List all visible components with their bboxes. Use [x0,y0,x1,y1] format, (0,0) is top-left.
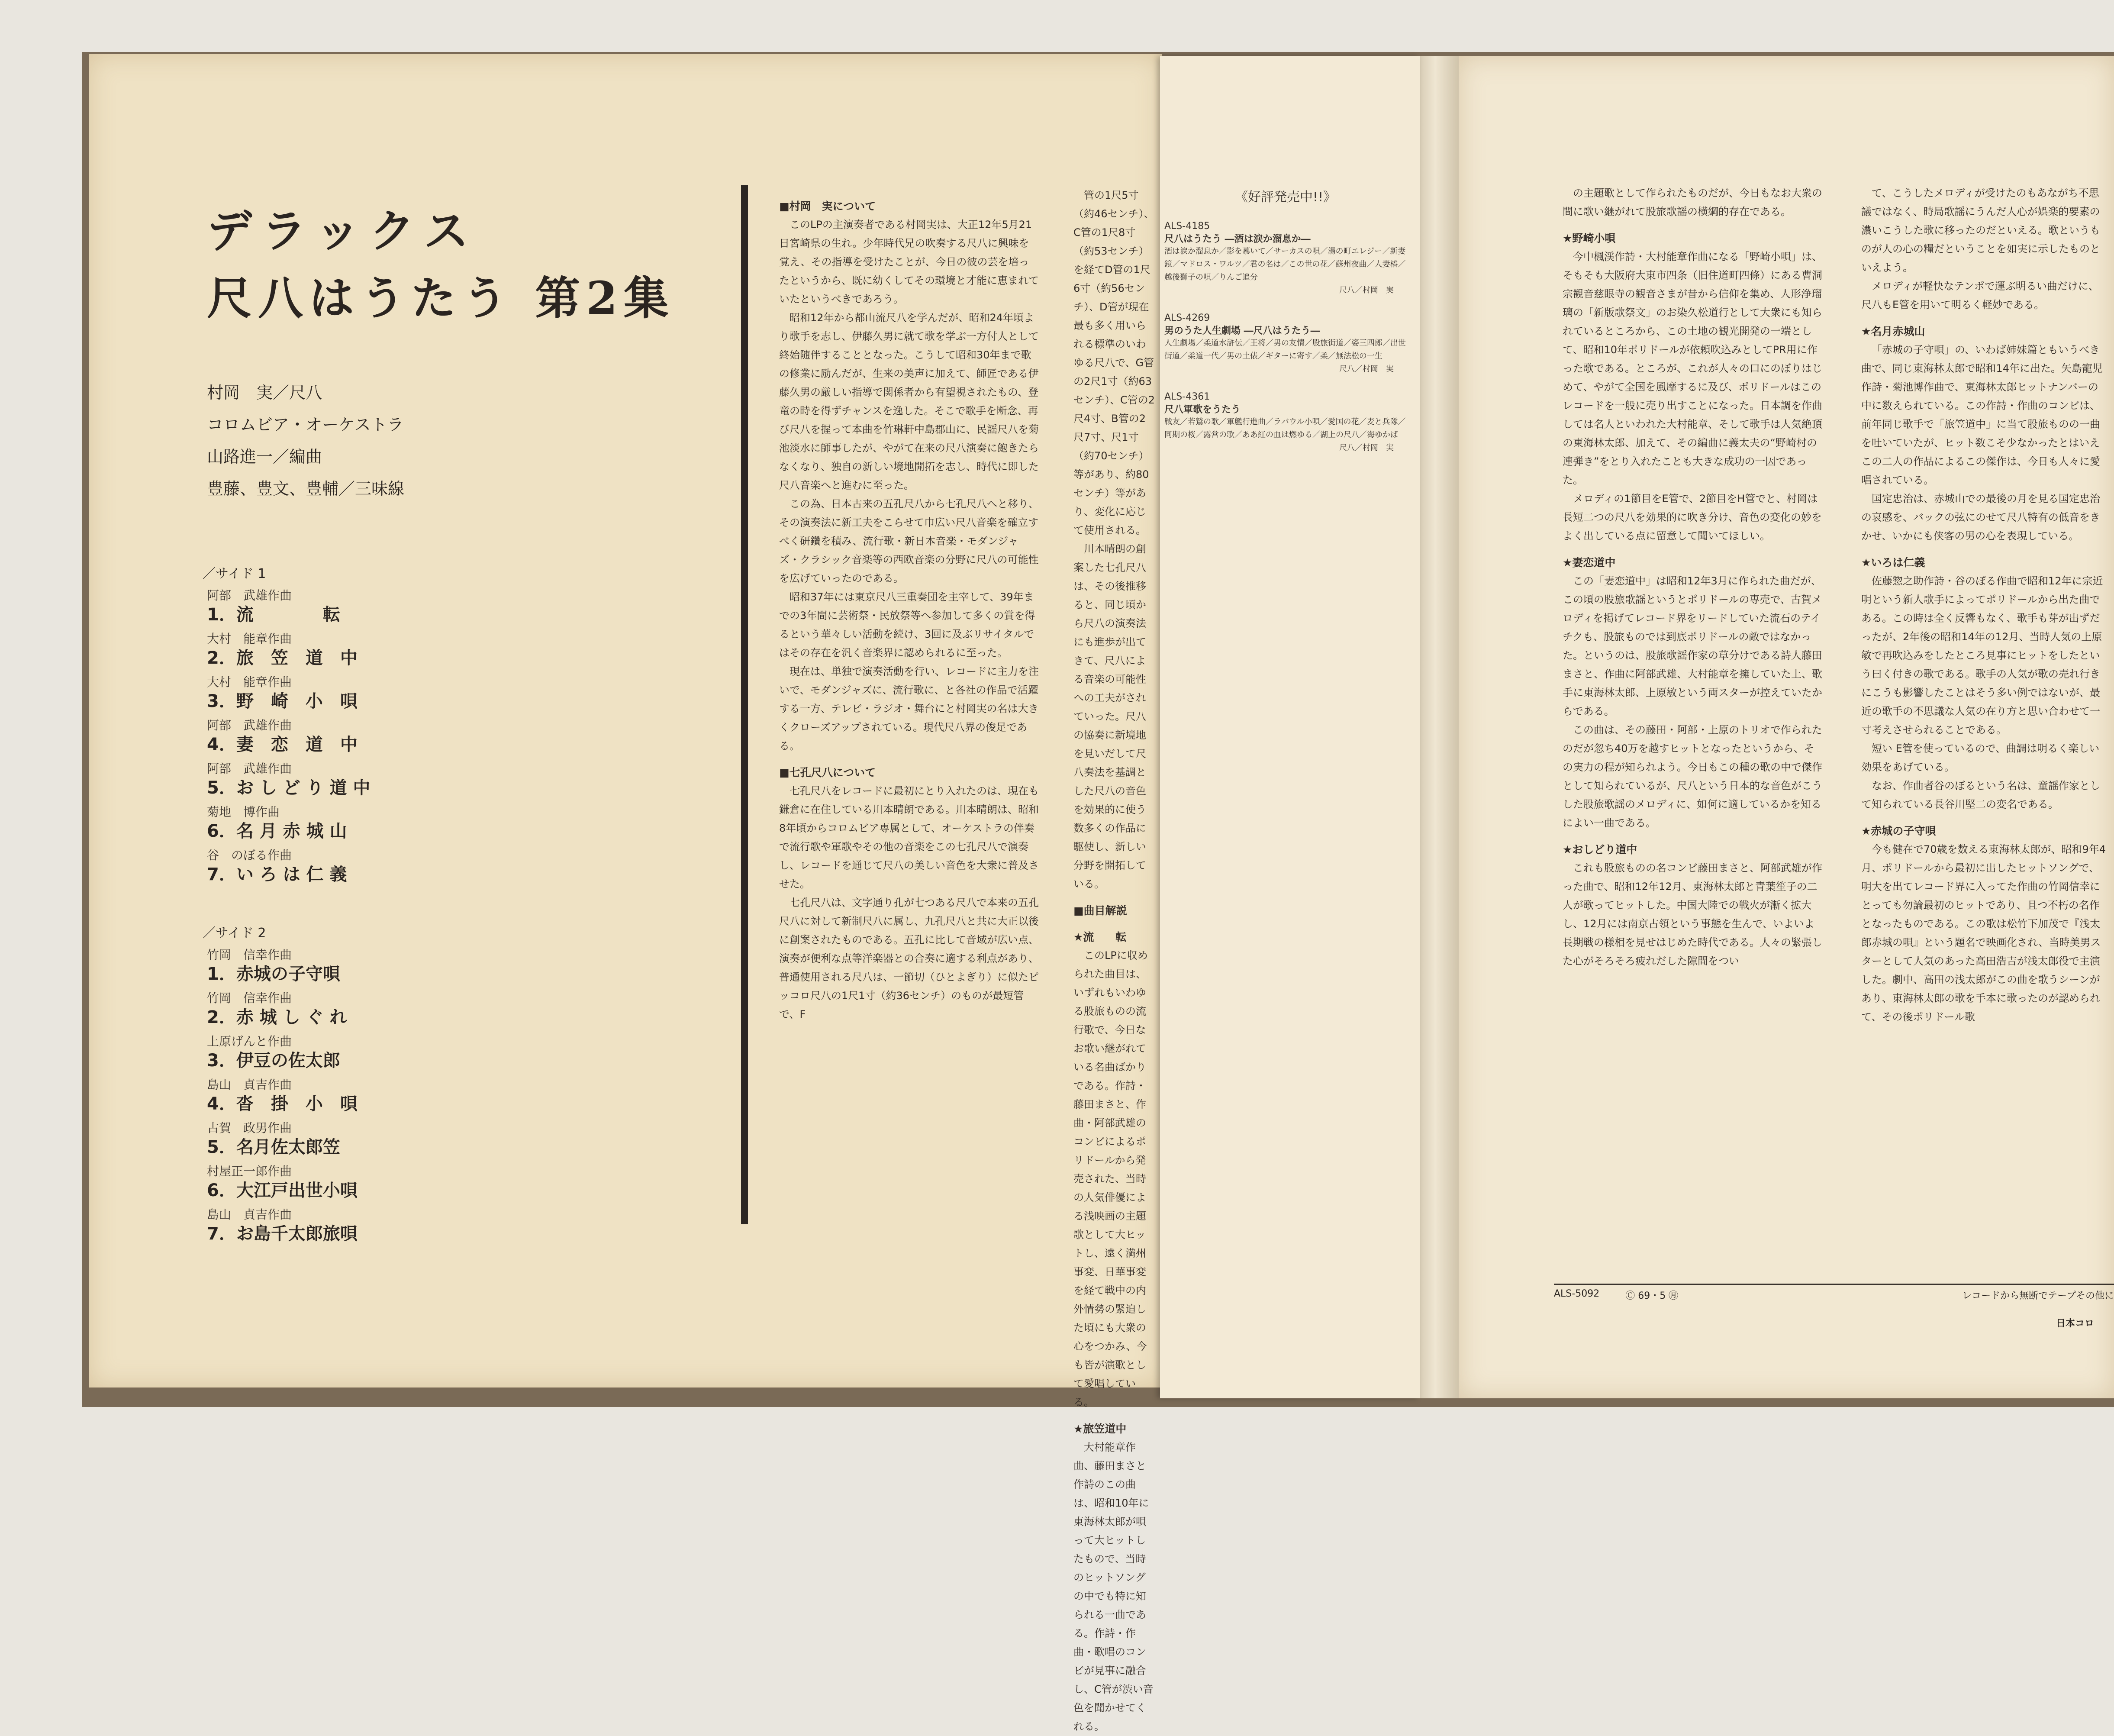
vertical-divider [741,185,748,1224]
side1-list [203,586,397,889]
section-heading: ■村岡 実について [779,200,876,213]
catalog-performer: 尺八／村岡 実 [1339,365,1394,374]
track-composer: 菊地 博作曲 [207,805,280,819]
track-title: 2．赤 城 し ぐ れ [207,1007,347,1027]
obi-catalog [1164,186,1407,470]
credit-line: コロムビア・オーケストラ [207,415,404,434]
paragraph: の主題歌として作られたものだが、今日もなお大衆の間に歌い継がれて股旅歌謡の横綱的存在である。 [1563,187,1822,218]
track-composer: 村屋正一郎作曲 [207,1164,292,1178]
track-composer: 大村 能章作曲 [207,632,292,646]
paragraph: メロディの1節目をE管で、2節目をH管でと、村岡は長短二つの尺八を効果的に吹き分け、音色の変化の妙をよく出している点に留意して聞いてほしい。 [1563,493,1822,542]
paragraph: 昭和12年から都山流尺八を学んだが、昭和24年頃より歌手を志し、伊藤久男に就て歌を学ぶ一方付人として終始随伴することとなった。こうして昭和30年まで歌の修業に励んだが、生来の美声に加えて、師匠である伊藤久男の厳しい指導で関係者から有望視されたもの、登竜の時を得ずチャンスを逸した。そこで歌手を断念、再び尺八を握って本曲を竹琳軒中島郡山に、民謡尺八を菊池淡水に師事したが、やがて在来の尺八演奏に飽きたらなくなり、独自の新しい境地開拓を志し、時代に即した尺八音楽へと進むに至った。 [779,312,1039,491]
side1-label: ／サイド 1 [203,566,266,581]
liner-column-2 [1073,186,1156,1733]
paragraph: 大村能章作曲、藤田まさと作詩のこの曲は、昭和10年に東海林太郎が唄って大ヒットしたもので、当時のヒットソングの中でも特に知られる一曲である。作詩・作曲・歌唱のコンビが見事に融合し、C管が渋い音色を聞かせてくれる。 [1073,1441,1154,1733]
footer-bar [1554,1284,2114,1302]
catalog-number: ALS-4185 [1164,221,1210,232]
title-line1: デラックス [207,204,478,258]
track-title: 1．赤城の子守唄 [207,964,340,984]
paragraph: このLPの主演奏者である村岡実は、大正12年5月21日宮崎県の生れ。少年時代兄の吹奏する尺八に興味を覚え、その指導を受けたことが、今日の彼の芸を培ったというから、既に幼くしてその環境と才能に恵まれていたというべきであろう。 [779,219,1039,305]
section-heading: ■曲目解説 [1073,904,1127,917]
track-title: 1．流 転 [207,605,340,625]
track-title: 4．沓 掛 小 唄 [207,1094,358,1114]
track-title: 7．い ろ は 仁 義 [207,865,347,884]
section-heading: ★赤城の子守唄 [1861,825,1936,837]
liner-column-4 [1861,184,2108,1275]
section-heading: ★旅笠道中 [1073,1423,1127,1435]
catalog-item [1164,221,1407,295]
paragraph: 昭和37年には東京尺八三重奏団を主宰して、39年までの3年間に芸術祭・民放祭等へ参加して多くの賞を得るという華々しい活動を続け、3回に及ぶリサイタルではその存在を汎く音楽界に認められるに至った。 [779,591,1035,659]
catalog-songs: 人生劇場／柔道水滸伝／王将／男の友情／股旅街道／姿三四郎／出世街道／柔道一代／男の土俵／ギターに寄す／柔／無法松の一生 [1164,339,1406,361]
paragraph: て、こうしたメロディが受けたのもあながち不思議ではなく、時局歌謡にうんだ人心が娯楽的要素の濃いこうした歌に移ったのだといえる。歌というものが人の心の糧だということを如実に示したものといえよう。 [1861,187,2100,274]
paragraph: この曲は、その藤田・阿部・上原のトリオで作られたのだが忽ち40万を越すヒットとなったというから、その実力の程が知られよう。今日もこの種の歌の中で傑作として知られているが、尺八という日本的な音色がこうした股旅歌謡のメロディに、如何に適しているかを知るによい一曲である。 [1563,724,1822,829]
catalog-songs: 酒は涙か溜息か／影を慕いて／サーカスの唄／湯の町エレジー／新妻鏡／マドロス・ワルツ／君の名は／この世の花／蘇州夜曲／人妻椿／越後獅子の唄／りんご追分 [1164,247,1406,282]
track-title: 6．大江戸出世小唄 [207,1181,358,1200]
paragraph: このLPに収められた曲目は、いずれもいわゆる股旅ものの流行歌で、今日なお歌い継がれている名曲ばかりである。作詩・藤田まさと、作曲・阿部武雄のコンビによるポリドールから発売された、当時の人気俳優による浅映画の主題歌として大ヒットし、遠く満州事変、日華事変を経て戦中の内外情勢の緊迫した頃にも大衆の心をつかみ、今も皆が演歌として愛唱している。 [1073,949,1148,1408]
section-heading: ★妻恋道中 [1563,556,1616,569]
paragraph: なお、作曲者谷のぼるという名は、童謡作家として知られている長谷川堅二の変名である。 [1861,780,2100,810]
track-composer: 谷 のぼる作曲 [207,848,292,862]
track-title: 2．旅 笠 道 中 [207,648,358,668]
credit-line: 村岡 実／尺八 [207,383,322,402]
catalog-performer: 尺八／村岡 実 [1339,286,1394,295]
section-heading: ★名月赤城山 [1861,325,1925,338]
side2-list [203,945,397,1249]
gatefold-spine [1420,56,1459,1398]
catalog-number: ALS-4361 [1164,391,1210,402]
copyright-date: Ⓒ 69・5 ㊊ [1625,1291,1679,1301]
catalog-songs: 戦友／若鷲の歌／軍艦行進曲／ラバウル小唄／愛国の花／麦と兵隊／同期の桜／露営の歌／ああ紅の血は燃ゆる／湖上の尺八／海ゆかば [1164,417,1406,439]
section-heading: ★いろは仁義 [1861,556,1925,569]
credits-block [207,377,404,505]
track-title: 4．妻 恋 道 中 [207,735,358,755]
paragraph: 「赤城の子守唄」の、いわば姉妹篇ともいうべき曲で、同じ東海林太郎で昭和14年に出た。矢島寵児作詩・菊池博作曲で、東海林太郎ヒットナンバーの中に数えられている。この作詩・作曲のコンビは、前年同じ歌手で「旅笠道中」に当て股旅ものの一曲を吐いていたが、ヒット数こそ少なかったとはいえこの二人の作品によるこの傑作は、今日も人々に愛唱されている。 [1861,344,2103,486]
track-composer: 古賀 政男作曲 [207,1121,292,1135]
track-composer: 阿部 武雄作曲 [207,718,292,732]
side2-label: ／サイド 2 [203,926,266,941]
track-title: 6．名 月 赤 城 山 [207,821,347,841]
catalog-title: 尺八はうたう ―酒は涙か溜息か― [1164,234,1311,245]
paragraph: 今中楓渓作詩・大村能章作曲になる「野崎小唄」は、そもそも大阪府大東市四条（旧住道町四條）にある曹洞宗観音慈眼寺の観音さまが昔から信仰を集め、人形浄瑠璃の「新版歌祭文」のお染久松道行として大衆にも知られているところから、この土地の観光開発の一端として、昭和10年ポリドールが依頼吹込みとしてPR用に作った歌である。ところが、これが人々の口にのぼりはじめて、やがて全国を風靡するに及び、ポリドールはこのレコードを一般に売り出すことになった。日本調を作曲しては名人といわれた大村能章、そして歌手は人気絶頂の東海林太郎、加えて、その編曲に義太夫の“野崎村の連弾き”をとり入れたことも大きな成功の一因であった。 [1563,251,1822,486]
title-line2: 尺八はうたう 第2集 [207,271,675,325]
paragraph: 現在は、単独で演奏活動を行い、レコードに主力を注いで、モダンジャズに、流行歌に、と各社の作品で活躍する一方、テレビ・ラジオ・舞台にと村岡実の名は大きくクローズアップされている。現代尺八界の俊足である。 [779,665,1039,752]
section-heading: ★おしどり道中 [1563,843,1637,856]
section-heading: ★流 転 [1073,931,1127,943]
catalog-item [1164,391,1407,453]
paragraph: メロディが軽快なテンポで運ぶ明るい曲だけに、尺八もE管を用いて明るく軽妙である。 [1861,280,2099,311]
catalog-number: ALS-4269 [1164,313,1210,323]
track-composer: 阿部 武雄作曲 [207,588,292,603]
catalog-performer: 尺八／村岡 実 [1339,443,1394,452]
track-title: 7．お島千太郎旅唄 [207,1224,358,1244]
paragraph: この為、日本古来の五孔尺八から七孔尺八へと移り、その演奏法に新工夫をこらせて巾広い尺八音楽を確立すべく研鑽を積み、流行歌・新日本音楽・モダンジャズ・クラシック音楽等の西欧音楽の分野に尺八の可能性を広げていったのである。 [779,498,1039,584]
track-composer: 阿部 武雄作曲 [207,762,292,776]
section-heading: ★野崎小唄 [1563,232,1616,245]
liner-column-3 [1563,184,1822,1275]
catalog-title: 尺八軍歌をうたう [1164,404,1241,415]
paragraph: 今も健在で70歳を数える東海林太郎が、昭和9年4月、ポリドールから最初に出したヒットソングで、明大を出てレコード界に入ってた作曲の竹岡信幸にとっても勿論最初のヒットであり、且つ不朽の名作となったものである。この歌は松竹下加茂で『浅太郎赤城の唄』という題名で映画化され、当時美男スターとして人気のあった高田浩吉が浅太郎役で主演した。劇中、高田の浅太郎がこの曲を歌うシーンがあり、東海林太郎の歌を手本に歌ったのが認められて、その後ポリドール歌 [1861,843,2106,1023]
liner-column-1 [779,197,1039,1024]
track-composer: 島山 貞吉作曲 [207,1207,292,1222]
track-composer: 大村 能章作曲 [207,675,292,689]
paragraph: 管の1尺5寸（約46センチ）、C管の1尺8寸（約53センチ）を経てD管の1尺6寸（約56センチ）、D管が現在最も多く用いられる標準のいわゆる尺八で、G管の2尺1寸（約63センチ）、C管の2尺4寸、B管の2尺7寸、尺1寸（約70センチ）等があり、約80センチ）等があり、変化に応じて使用される。 [1073,189,1155,536]
credit-line: 豊藤、豊文、豊輔／三味線 [207,479,405,498]
paragraph: この「妻恋道中」は昭和12年3月に作られた曲だが、この頃の股旅歌謡というとポリドールの専売で、古賀メロディを掲げてレコード界をリードしていた流石のテイチクも、股旅ものでは到底ポリドールの敵ではなかった。というのは、股旅歌謡作家の草分けである詩人藤田まさと、作曲に阿部武雄、大村能章を擁していた上、歌手に東海林太郎、上原敏という両スターが控えていたからである。 [1563,575,1822,717]
catalog-item [1164,313,1407,374]
paragraph: 七孔尺八は、文字通り孔が七つある尺八で本来の五孔尺八に対して新制尺八に属し、九孔尺八と共に大正以後に創案されたものである。五孔に比して音域が広い点、演奏が便利な点等洋楽器との合奏に適する利点があり、普通使用される尺八は、一節切（ひとよぎり）に似たピッコロ尺八の1尺1寸（約36センチ）のものが最短管で、F [779,897,1039,1020]
paragraph: 短い E管を使っているので、曲調は明るく楽しい効果をあげている。 [1861,742,2100,773]
catalog-number: ALS-5092 [1554,1288,1600,1299]
paragraph: 七孔尺八をレコードに最初にとり入れたのは、現在も鎌倉に在住している川本晴朗である。川本晴朗は、昭和8年頃からコロムビア専属として、オーケストラの伴奏で流行歌や軍歌やその他の音楽をこの七孔尺八で演奏し、レコードを通じて尺八の美しい音色を大衆に普及させた。 [779,785,1039,890]
track-composer: 竹岡 信幸作曲 [207,991,292,1005]
track-title: 3．伊豆の佐太郎 [207,1051,340,1071]
paragraph: 佐藤惣之助作詩・谷のぼる作曲で昭和12年に宗近明という新人歌手によってポリドールから出た曲である。この時は全く反響もなく、歌手も芽が出ずだったが、2年後の昭和14年の12月、当時人気の上原敏で再吹込みをしたところ見事にヒットをしたという曰く付きの歌である。歌手の人気が歌の売れ行きにこうも影響したことはそう多い例ではないが、最近の歌手の不思議な人気の在り方と思い合わせて一寸考えさせられることである。 [1861,575,2103,736]
track-composer: 上原げんと作曲 [207,1034,292,1049]
paragraph: 国定忠治は、赤城山での最後の月を見る国定忠治の哀感を、バックの弦にのせて尺八特有の低音をきかせ、いかにも侠客の男の心を表現している。 [1861,493,2100,542]
credit-line: 山路進一／編曲 [207,447,322,466]
label-maker: 日本コロ [2056,1318,2095,1329]
obi-header: 《好評発売中!!》 [1234,190,1337,205]
catalog-title: 男のうた人生劇場 ―尺八はうたう― [1164,326,1320,336]
paragraph: これも股旅ものの名コンビ藤田まさと、阿部武雄が作った曲で、昭和12年12月、東海林太郎と青葉笙子の二人が歌ってヒットした。中国大陸での戦火が漸く拡大し、12月には南京占領という事態を生んで、いよいよ長期戦の様相を見せはじめた時代である。人々の緊張した心がそろそろ疲れだした隙間をつい [1563,862,1822,967]
track-title: 3．野 崎 小 唄 [207,691,358,711]
paragraph: 川本晴朗の創案した七孔尺八は、その後推移ると、同じ頃から尺八の演奏法にも進歩が出てきて、尺八による音楽の可能性への工夫がされていった。尺八の協奏に新境地を見いだして尺八奏法を基調とした尺八の音色を効果的に使う数多くの作品に駆使し、新しい分野を開拓している。 [1073,543,1146,890]
track-title: 5．名月佐太郎笠 [207,1137,340,1157]
track-list [203,563,397,1249]
track-title: 5．お し ど り 道 中 [207,778,371,798]
copyright-note: レコードから無断でテープその他に [1962,1291,2114,1301]
track-composer: 島山 貞吉作曲 [207,1078,292,1092]
section-heading: ■七孔尺八について [779,766,876,779]
track-composer: 竹岡 信幸作曲 [207,948,292,962]
